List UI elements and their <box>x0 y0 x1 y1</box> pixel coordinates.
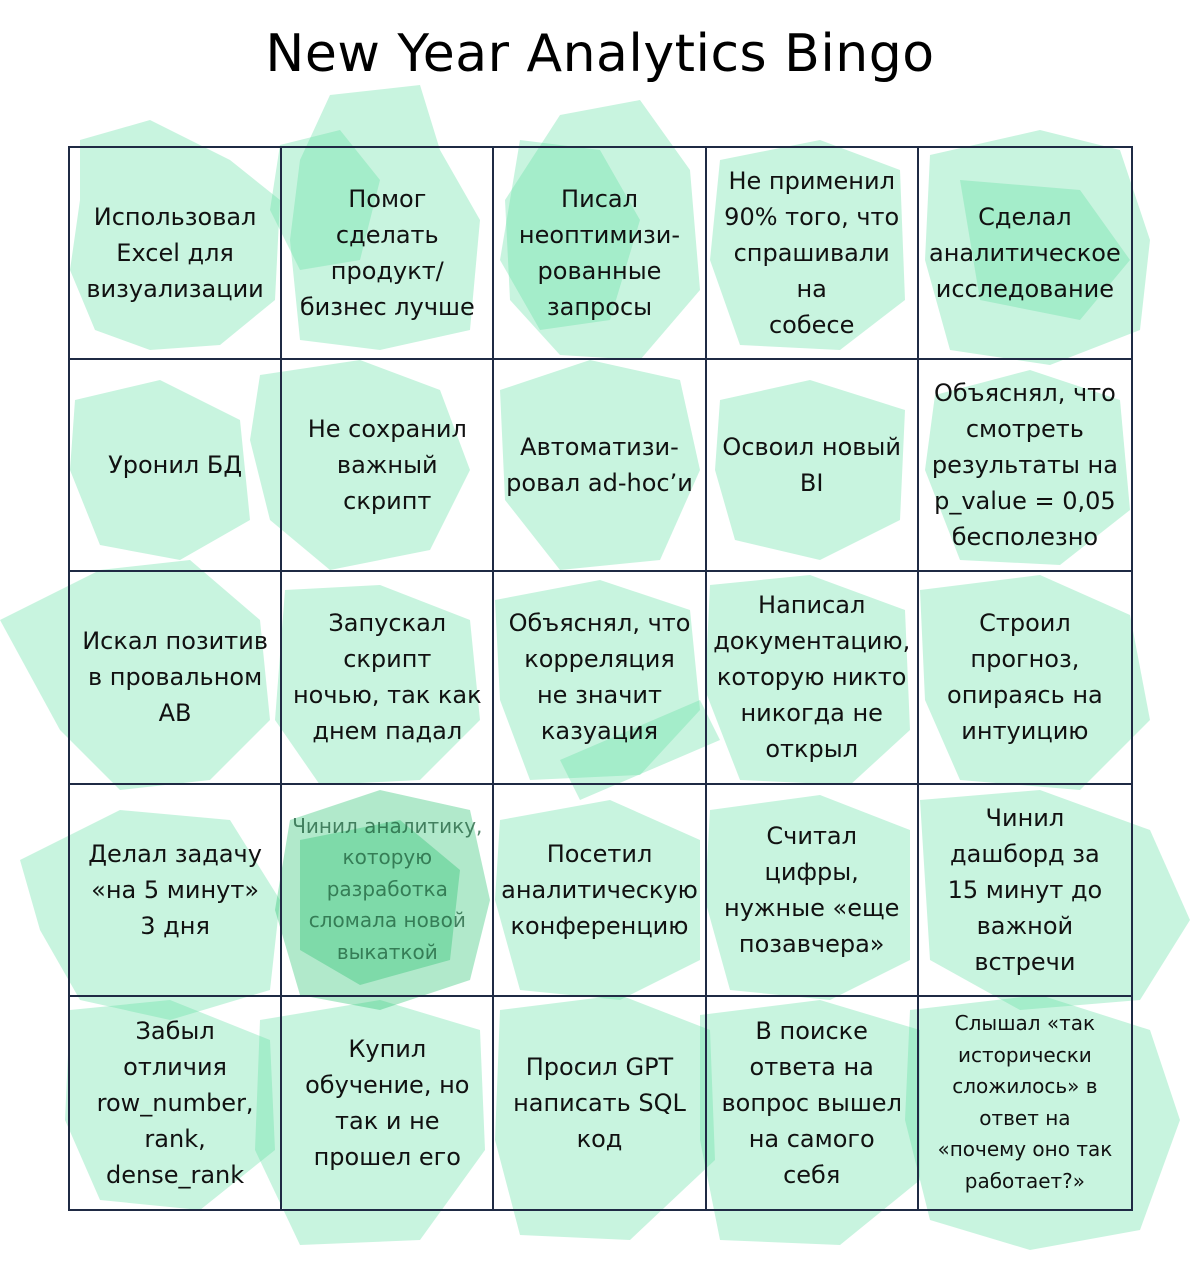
cell-label: Чинил аналитику, которую разработка сломала новой выкаткой <box>292 813 483 964</box>
bingo-cell-1-3[interactable] <box>494 148 706 360</box>
bingo-cell-5-3[interactable] <box>494 997 706 1209</box>
bingo-cell-5-4[interactable] <box>707 997 919 1209</box>
bingo-cell-5-5[interactable] <box>919 997 1131 1209</box>
bingo-cell-2-1[interactable] <box>70 360 282 572</box>
cell-label: Помог сделать продукт/ бизнес лучше <box>299 185 475 322</box>
cell-label: Считал цифры, нужные «еще позавчера» <box>724 821 900 958</box>
cell-label: Объяснял, что корреляция не значит казуация <box>508 609 691 746</box>
cell-label: Просил GPT написать SQL код <box>513 1052 686 1153</box>
bingo-cell-5-1[interactable] <box>70 997 282 1209</box>
bingo-cell-3-4[interactable] <box>707 572 919 784</box>
cell-label: Чинил дашборд за 15 минут до важной встречи <box>947 803 1103 976</box>
cell-label: Не применил 90% того, что спрашивали на собесе <box>724 167 900 340</box>
cell-label: Уронил БД <box>108 451 243 480</box>
cell-label: Слышал «так исторически сложилось» в ответ на «почему оно так работает?» <box>937 1011 1113 1193</box>
cell-label: Объяснял, что смотреть результаты на p_value = 0,05 бесполезно <box>931 379 1118 552</box>
cell-label: Автоматизи- ровал ad-hoc’и <box>506 433 693 498</box>
bingo-cell-1-1[interactable] <box>70 148 282 360</box>
bingo-cell-1-4[interactable] <box>707 148 919 360</box>
bingo-cell-2-3[interactable] <box>494 360 706 572</box>
cell-label: Сделал аналитическое исследование <box>929 203 1121 304</box>
cell-label: В поиске ответа на вопрос вышел на самого себя <box>721 1016 902 1189</box>
cell-label: Строил прогноз, опираясь на интуицию <box>947 609 1103 746</box>
bingo-cell-2-4[interactable] <box>707 360 919 572</box>
bingo-cell-4-1[interactable] <box>70 785 282 997</box>
bingo-grid <box>68 146 1133 1211</box>
bingo-cell-1-2[interactable] <box>282 148 494 360</box>
bingo-cell-3-2[interactable] <box>282 572 494 784</box>
cell-label: Искал позитив в провальном AB <box>82 627 268 728</box>
bingo-cell-1-5[interactable] <box>919 148 1131 360</box>
cell-label: Использовал Excel для визуализации <box>86 203 264 304</box>
cell-label: Купил обучение, но так и не прошел его <box>305 1034 470 1171</box>
bingo-cell-2-5[interactable] <box>919 360 1131 572</box>
bingo-cell-4-4[interactable] <box>707 785 919 997</box>
bingo-cell-4-3[interactable] <box>494 785 706 997</box>
bingo-cell-4-2[interactable] <box>282 785 494 997</box>
cell-label: Делал задачу «на 5 минут» 3 дня <box>88 839 262 940</box>
bingo-cell-3-3[interactable] <box>494 572 706 784</box>
cell-label: Запускал скрипт ночью, так как днем падал <box>292 609 482 746</box>
cell-label: Забыл отличия row_number, rank, dense_rank <box>96 1016 254 1189</box>
cell-label: Не сохранил важный скрипт <box>307 415 467 516</box>
cell-label: Освоил новый BI <box>722 433 901 498</box>
bingo-cell-3-5[interactable] <box>919 572 1131 784</box>
page-title: New Year Analytics Bingo <box>265 24 935 84</box>
cell-label: Посетил аналитическую конференцию <box>501 839 698 940</box>
cell-label: Написал документацию, которую никто никогда не открыл <box>713 591 911 764</box>
bingo-cell-2-2[interactable] <box>282 360 494 572</box>
bingo-cell-3-1[interactable] <box>70 572 282 784</box>
bingo-cell-5-2[interactable] <box>282 997 494 1209</box>
bingo-cell-4-5[interactable] <box>919 785 1131 997</box>
cell-label: Писал неоптимизи- рованные запросы <box>518 185 681 322</box>
